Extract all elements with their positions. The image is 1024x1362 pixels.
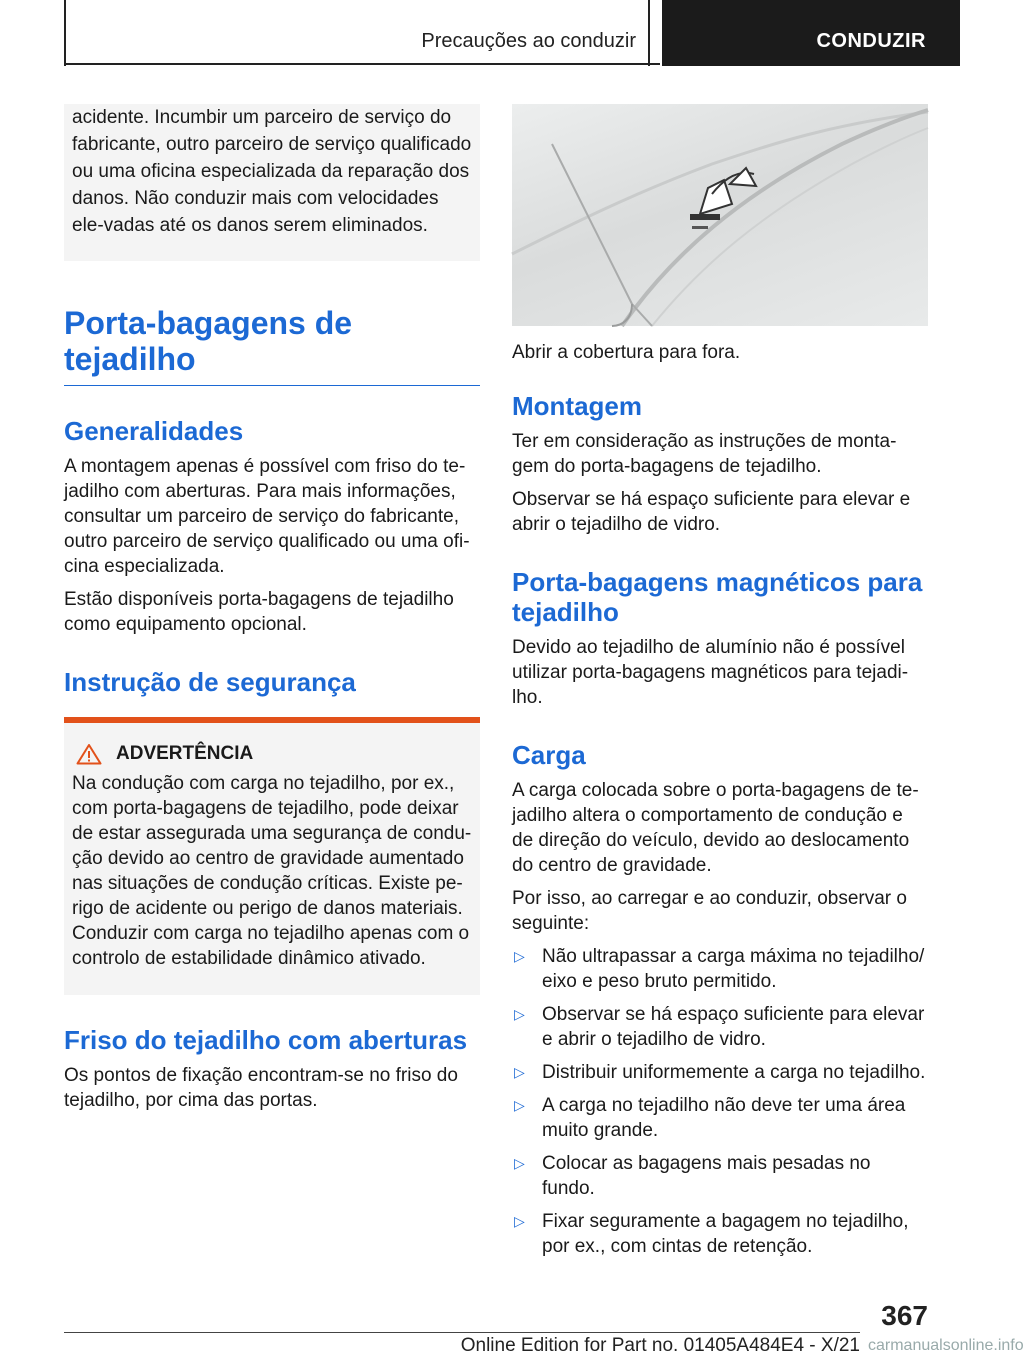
page-title: Porta-bagagens de tejadilho bbox=[64, 305, 480, 386]
roof-rail-illustration bbox=[512, 104, 928, 326]
footer-rule bbox=[64, 1332, 860, 1333]
triangle-right-icon: ▷ bbox=[514, 1213, 525, 1229]
page-header bbox=[0, 0, 960, 66]
site-watermark: carmanualsonline.info bbox=[868, 1337, 1024, 1354]
photo-caption: Abrir a cobertura para fora. bbox=[512, 342, 741, 363]
continued-note-text: acidente. Incumbir um parceiro de serviço do fabricante, outro parceiro de serviço qualificado ou uma oficina especializada da reparação dos danos. Não conduzir mais com velocidades ele‐vadas até os danos serem eliminados. bbox=[72, 107, 472, 236]
left-column bbox=[64, 104, 480, 1121]
list-item: ▷ Observar se há espaço suficiente para elevar e abrir o tejadilho de vidro. bbox=[514, 1004, 925, 1050]
montagem-paragraph-1: Ter em consideração as instruções de monta‐gem do porta-bagagens de tejadilho. bbox=[512, 431, 897, 477]
warning-text: Na condução com carga no tejadilho, por ex., com porta-bagagens de tejadilho, pode deixar de estar assegurada uma segurança de condu‐ção devido ao centro de gravidade aumentado nas situações de condução críticas. Existe pe‐rigo de acidente ou perigo de danos materiais. Conduzir com carga no tejadilho apenas com o controlo de estabilidade dinâmico ativado. bbox=[72, 773, 472, 969]
section-title: Precauções ao conduzir bbox=[421, 30, 636, 52]
carga-checklist bbox=[512, 944, 928, 1259]
friso-paragraph: Os pontos de fixação encontram-se no friso do tejadilho, por cima das portas. bbox=[64, 1065, 458, 1111]
list-item: ▷ Colocar as bagagens mais pesadas no fundo. bbox=[514, 1153, 871, 1199]
right-column bbox=[512, 104, 928, 1267]
list-item: ▷ Fixar seguramente a bagagem no tejadilho, por ex., com cintas de retenção. bbox=[514, 1211, 909, 1257]
heading-carga: Carga bbox=[512, 740, 586, 770]
list-item: ▷ Distribuir uniformemente a carga no tejadilho. bbox=[514, 1062, 926, 1083]
carga-paragraph-2: Por isso, ao carregar e ao conduzir, observar o seguinte: bbox=[512, 888, 907, 934]
triangle-right-icon: ▷ bbox=[514, 1064, 525, 1080]
triangle-right-icon: ▷ bbox=[514, 1155, 525, 1171]
generalidades-paragraph-1: A montagem apenas é possível com friso do te‐jadilho com aberturas. Para mais informações, consultar um parceiro de serviço do fabricante, outro parceiro de serviço qualificado ou uma ofi‐cina especializada. bbox=[64, 456, 470, 577]
header-left-rule bbox=[64, 0, 66, 66]
montagem-paragraph-2: Observar se há espaço suficiente para elevar e abrir o tejadilho de vidro. bbox=[512, 489, 911, 535]
heading-magneticos: Porta-bagagens magnéticos para tejadilho bbox=[512, 567, 923, 627]
carga-paragraph-1: A carga colocada sobre o porta-bagagens de te‐jadilho altera o comportamento de condução e de direção do veículo, devido ao deslocamento do centro de gravidade. bbox=[512, 780, 919, 876]
page-number: 367 bbox=[881, 1300, 928, 1331]
list-item: ▷ Não ultrapassar a carga máxima no tejadilho/ eixo e peso bruto permitido. bbox=[514, 946, 925, 992]
warning-box bbox=[64, 717, 480, 995]
warning-header bbox=[76, 743, 472, 765]
heading-montagem: Montagem bbox=[512, 391, 642, 421]
chapter-tab bbox=[662, 0, 960, 66]
header-separator bbox=[648, 0, 650, 66]
chapter-title: CONDUZIR bbox=[816, 30, 926, 52]
generalidades-paragraph-2: Estão disponíveis porta-bagagens de tejadilho como equipamento opcional. bbox=[64, 589, 454, 635]
magneticos-paragraph: Devido ao tejadilho de alumínio não é possível utilizar porta-bagagens magnéticos para tejadi‐lho. bbox=[512, 637, 909, 708]
header-bottom-rule bbox=[64, 63, 660, 65]
heading-seguranca: Instrução de segurança bbox=[64, 667, 356, 697]
triangle-right-icon: ▷ bbox=[514, 948, 525, 964]
roof-rail-cover-photo bbox=[512, 104, 928, 326]
continued-note-box bbox=[64, 104, 480, 261]
heading-friso: Friso do tejadilho com aberturas bbox=[64, 1025, 468, 1055]
triangle-right-icon: ▷ bbox=[514, 1097, 525, 1113]
heading-generalidades: Generalidades bbox=[64, 416, 244, 446]
list-item: ▷ A carga no tejadilho não deve ter uma área muito grande. bbox=[514, 1095, 906, 1141]
edition-text: Online Edition for Part no. 01405A484E4 - X/21 bbox=[460, 1335, 860, 1356]
warning-triangle-icon bbox=[76, 743, 102, 765]
warning-label: ADVERTÊNCIA bbox=[116, 743, 254, 764]
triangle-right-icon: ▷ bbox=[514, 1006, 525, 1022]
